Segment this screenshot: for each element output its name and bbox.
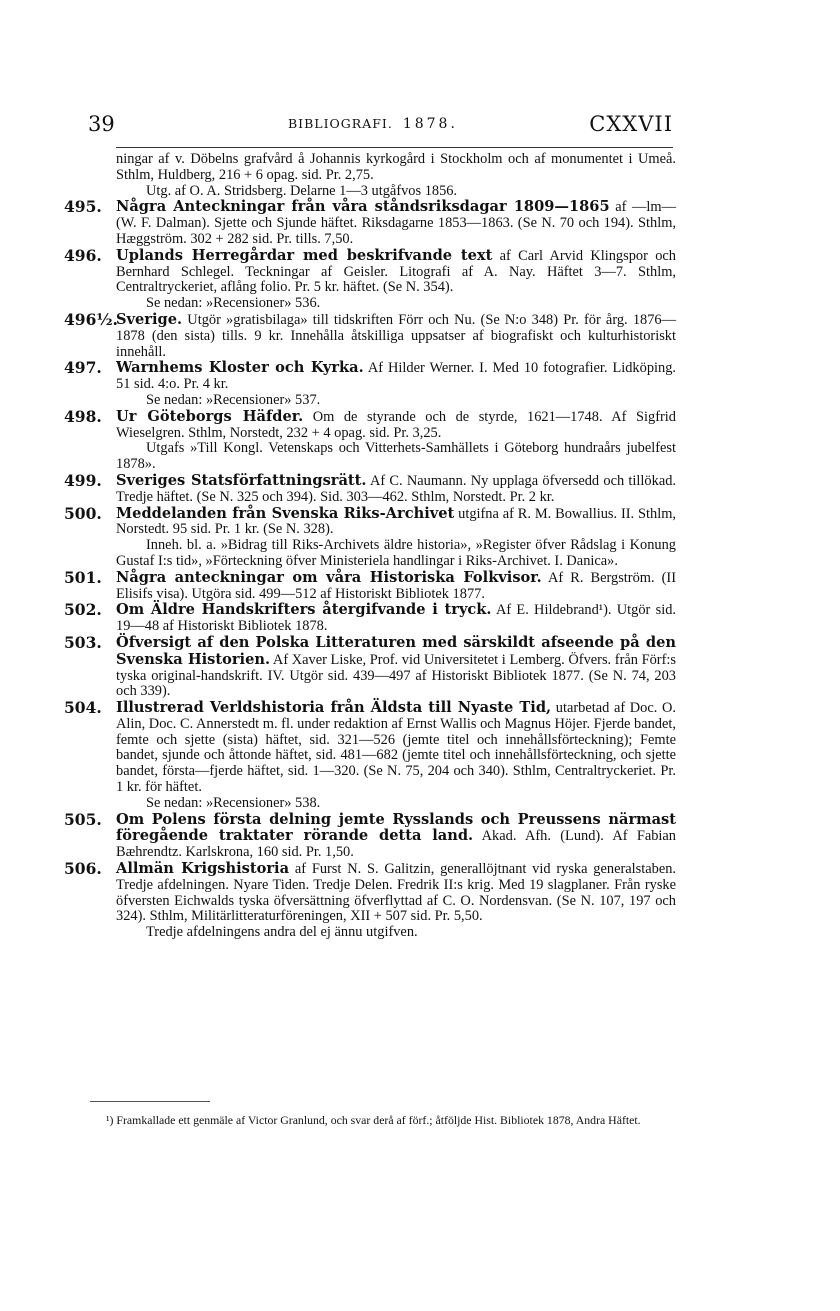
footnote-rule [90, 1101, 210, 1102]
entry-title: Sverige. [116, 310, 183, 328]
list-item [64, 809, 676, 861]
entry-note: Inneh. bl. a. »Bidrag till Riks-Archivets äldre historia», »Register öfver Rådslag i Konung Gustaf I:s tid», »Förteckning öfver Ministeriela handlingar i Riks-Archivet. I. Danica». [116, 537, 676, 569]
entry-text: Om de styrande och de styrde, 1621—1748. Af Sigfrid Wieselgren. Sthlm, Norstedt, 232 + 4 opag. sid. Pr. 3,25. [116, 408, 676, 441]
entry-title: Om Polens första delning jemte Rysslands och Preussens närmast föregående traktater rörande detta land. [116, 810, 676, 845]
entry-title: Allmän Krigshistoria [116, 860, 290, 878]
entry-title: Öfversigt af den Polska Litteraturen med särskildt afseende på den Svenska Historien. [116, 633, 676, 668]
entry-text: Af Hilder Werner. I. Med 10 fotografier. Lidköping. 51 sid. 4:o. Pr. 4 kr. [116, 360, 677, 393]
entry-text: af —lm— (W. F. Dalman). Sjette och Sjunde häftet. Riksdagarne 1853—1863. (Se N. 70 och 194). Sthlm, Hæggström. 302 + 282 sid. Pr. tills. 7,50. [116, 199, 676, 247]
list-item [64, 632, 676, 700]
entry-note: Se nedan: »Recensioner» 537. [146, 391, 321, 408]
entry-title: Meddelanden från Svenska Riks-Archivet [116, 504, 455, 522]
entry-number: 500. [64, 503, 102, 523]
entry-number: 497. [64, 358, 102, 378]
list-item [64, 698, 676, 812]
entry-number: 496½. [64, 309, 118, 329]
entry-note: Se nedan: »Recensioner» 536. [146, 295, 321, 312]
list-item [64, 245, 676, 312]
list-item [64, 358, 677, 408]
list-item [64, 197, 676, 247]
entry-note: Utgafs »Till Kongl. Vetenskaps och Vitterhets-Samhällets i Göteborg hundraårs jubelfest 1878». [116, 440, 676, 473]
entry-number: 505. [64, 809, 102, 829]
list-item [64, 503, 676, 570]
entry-text: utgifna af R. M. Bowallius. II. Sthlm, Norstedt. 95 sid. Pr. 1 kr. (Se N. 328). [116, 505, 676, 538]
list-item [64, 859, 677, 941]
entry-number: 495. [64, 197, 102, 217]
entry-title: Några Anteckningar från våra ståndsriksdagar 1809—1865 [116, 198, 610, 216]
running-title [288, 116, 458, 132]
entry-number: 506. [64, 859, 102, 879]
page-number: 39 [88, 112, 115, 136]
entry-text: Af Xaver Liske, Prof. vid Universitetet i Lemberg. Öfvers. från Förf:s tyska original-handskrift. IV. Utgör sid. 439—497 af Historiskt Bibliotek 1877. (Se N. 74, 203 och 339). [116, 651, 676, 700]
entry-title: Några anteckningar om våra Historiska Folkvisor. [116, 568, 542, 586]
entry-text: af Carl Arvid Klingspor och Bernhard Schlegel. Teckningar af Geisler. Litografi af A. Nay. Häftet 3—7. Sthlm, Centraltryckeriet, aflång folio. Pr. 5 kr. häftet. (Se N. 354). [116, 247, 676, 296]
entry-text: utarbetad af Doc. O. Alin, Doc. C. Annerstedt m. fl. under redaktion af Ernst Wallis och Magnus Höjer. Fjerde bandet, femte och sjette (sista) häftet, sid. 321—526 (jemte titel och innehållsförteckning); Femte bandet, sjunde och åttonde häftet, sid. 481—682 (jemte titel och innehållsförteckning, och sjette bandet, första—fjerde häftet, sid. 1—320. (Se N. 75, 204 och 340). Sthlm, Centraltryckeriet. Pr. 1 kr. för häftet. [116, 700, 676, 796]
entry-number: 502. [64, 600, 102, 620]
continuation-entry [116, 152, 676, 199]
entry-number: 503. [64, 632, 102, 652]
entry-text: Af E. Hildebrand¹). Utgör sid. 19—48 af Historiskt Bibliotek 1878. [116, 602, 676, 635]
entry-title: Uplands Herregårdar med beskrifvande text [116, 246, 493, 264]
continuation-note: Utg. af O. A. Stridsberg. Delarne 1—3 utgåfvos 1856. [146, 182, 458, 199]
list-item [64, 567, 677, 603]
entry-number: 501. [64, 567, 102, 587]
entry-title: Illustrerad Verldshistoria från Äldsta till Nyaste Tid, [116, 699, 552, 717]
entry-note: Se nedan: »Recensioner» 538. [146, 794, 321, 811]
list-item [64, 600, 676, 635]
section-page-number: CXXVII [589, 112, 673, 136]
list-item [64, 406, 676, 473]
entry-number: 498. [64, 406, 102, 426]
entry-number: 499. [64, 470, 102, 490]
footnote [88, 1114, 662, 1127]
entry-text: Af C. Naumann. Ny upplaga öfversedd och tillökad. Tredje häftet. (Se N. 325 och 394). Sid. 303—462. Sthlm, Norstedt. Pr. 2 kr. [116, 472, 676, 505]
list-item [64, 309, 676, 360]
continuation-text: ningar af v. Döbelns grafvård å Johannis kyrkogård i Stockholm och af monumentet i Umeå. Sthlm, Huldberg, 216 + 6 opag. sid. Pr. 2,75. [116, 151, 676, 183]
entry-list [64, 197, 677, 941]
entry-note: Tredje afdelningens andra del ej ännu utgifven. [146, 924, 418, 941]
entry-title: Om Äldre Handskrifters återgifvande i tryck. [116, 601, 492, 619]
header-rule [116, 147, 673, 148]
list-item [64, 470, 676, 506]
entry-text: Af R. Bergström. (II Elisifs visa). Utgöra sid. 499—512 af Historiskt Bibliotek 1877. [116, 569, 677, 602]
entry-number: 504. [64, 698, 102, 718]
entry-title: Ur Göteborgs Häfder. [116, 407, 304, 425]
entry-number: 496. [64, 245, 102, 265]
entry-title: Warnhems Kloster och Kyrka. [116, 359, 364, 377]
bibliography-body [64, 151, 677, 941]
entry-text: af Furst N. S. Galitzin, generallöjtnant vid ryska generalstaben. Tredje afdelningen. Nyare Tiden. Tredje Delen. Fredrik II:s krig. Med 19 slagplaner. Från ryske öfversten Eichwalds tyska öfversättning öfverflyttad af C. O. Nordensvan. (Se N. 107, 197 och 324). Sthlm, Militärlitteraturföreningen, XII + 507 sid. Pr. 5,50. [116, 861, 677, 925]
running-title-year: 1878. [402, 116, 458, 132]
page-header [88, 112, 673, 136]
entry-text: Utgör »gratisbilaga» till tidskriften Förr och Nu. (Se N:o 348) Pr. för årg. 1876—1878 (den sista) tills. 9 kr. Innehålla åtskilliga uppsatser af biografiskt och kulturhistoriskt innehåll. [116, 311, 676, 360]
entry-text: Akad. Afh. (Lund). Af Fabian Bæhrendtz. Karlskrona, 160 sid. Pr. 1,50. [116, 828, 676, 861]
footnote-text: ¹) Framkallade ett genmäle af Victor Granlund, och svar derå af förf.; åtföljde Hist. Bibliotek 1878, Andra Häftet. [106, 1113, 641, 1127]
running-title-text: BIBLIOGRAFI. [288, 116, 393, 131]
entry-title: Sveriges Statsförfattningsrätt. [116, 471, 367, 489]
